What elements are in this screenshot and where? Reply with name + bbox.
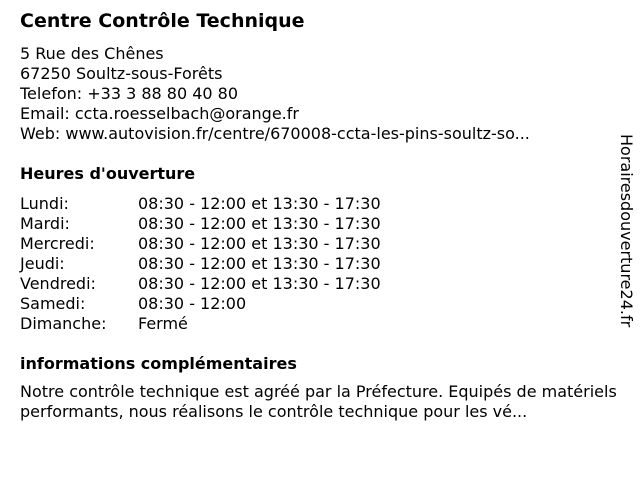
hours-day: Vendredi: (20, 274, 96, 293)
hours-time: 08:30 - 12:00 et 13:30 - 17:30 (138, 194, 381, 213)
address-city: 67250 Soultz-sous-Forêts (20, 64, 223, 83)
hours-time: Fermé (138, 314, 188, 333)
hours-time: 08:30 - 12:00 (138, 294, 247, 313)
address-street: 5 Rue des Chênes (20, 44, 164, 63)
phone-line[interactable]: Telefon: +33 3 88 80 40 80 (20, 84, 239, 103)
hours-time: 08:30 - 12:00 et 13:30 - 17:30 (138, 274, 381, 293)
hours-time: 08:30 - 12:00 et 13:30 - 17:30 (138, 214, 381, 233)
info-description: Notre contrôle technique est agréé par la Préfecture. Equipés de matériels performants, nous réalisons le contrôle technique pour les vé... (20, 382, 617, 421)
contact-block (20, 44, 600, 144)
hours-time: 08:30 - 12:00 et 13:30 - 17:30 (138, 254, 381, 273)
hours-heading: Heures d'ouverture (20, 164, 196, 183)
site-watermark: Horairesdouverture24.fr (617, 134, 636, 328)
website-line[interactable]: Web: www.autovision.fr/centre/670008-ccta-les-pins-soultz-so... (20, 124, 530, 143)
hours-day: Dimanche: (20, 314, 107, 333)
info-heading: informations complémentaires (20, 354, 297, 373)
hours-day: Samedi: (20, 294, 86, 313)
email-line[interactable]: Email: ccta.roesselbach@orange.fr (20, 104, 299, 123)
hours-day: Mercredi: (20, 234, 95, 253)
hours-day: Mardi: (20, 214, 70, 233)
hours-day: Lundi: (20, 194, 69, 213)
hours-day: Jeudi: (20, 254, 65, 273)
hours-time: 08:30 - 12:00 et 13:30 - 17:30 (138, 234, 381, 253)
business-title: Centre Contrôle Technique (20, 10, 305, 32)
